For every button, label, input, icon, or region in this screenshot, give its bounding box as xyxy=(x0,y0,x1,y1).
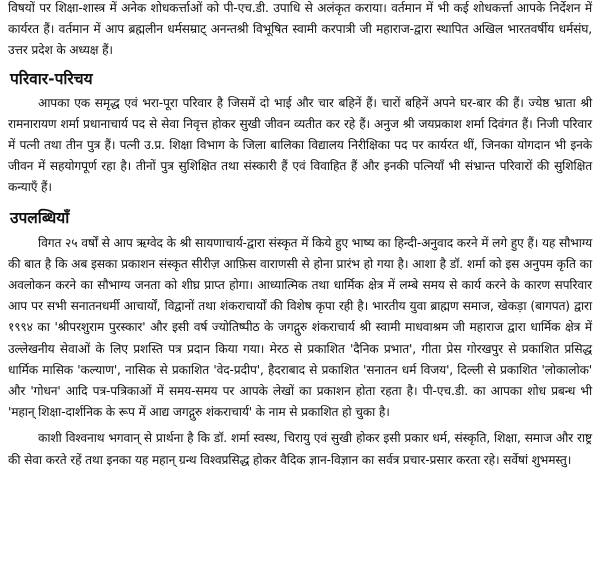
family-paragraph: आपका एक समृद्ध एवं भरा-पूरा परिवार है जिसमें दो भाई और चार बहिनें हैं। चारों बहिनें अपने घर-बार की हैं। ज्येष्ठ भ्राता श्री रामनारायण शर्मा प्रधानाचार्य पद से सेवा निवृत्त होकर सुखी जीवन व्यतीत कर रहे हैं। अनुज श्री जयप्रकाश शर्मा दिवंगत हैं। निजी परिवार में पत्नी तथा तीन पुत्र हैं। पत्नी उ.प्र. शिक्षा विभाग के जिला बालिका विद्यालय निरीक्षिका पद पर कार्यरत थीं, जिनका योगदान भी इनके जीवन में सहयोगपूर्ण रहा है। तीनों पुत्र सुशिक्षित तथा संस्कारी हैं एवं विवाहित हैं और इनकी पत्नियाँ भी संभ्रान्त परिवारों की सुशिक्षित कन्याएँ हैं। xyxy=(8,95,592,195)
achievements-paragraph: विगत २५ वर्षों से आप ऋग्वेद के श्री सायणाचार्य-द्वारा संस्कृत में किये हुए भाष्य का हिन्दी-अनुवाद करने में लगे हुए हैं। यह सौभाग्य की बात है कि अब इसका प्रकाशन संस्कृत सीरीज़ आफ़िस वाराणसी से होना प्रारंभ हो गया है। आशा है डॉ. शर्मा को इस अनुपम कृति का अवलोकन करने का सौभाग्य जनता को शीघ्र प्राप्त होगा। आध्यात्मिक तथा धार्मिक क्षेत्र में लम्बे समय से कार्य करने के कारण सपरिवार आप पर सभी सनातनधर्मी आचार्यों, विद्वानों तथा शंकराचार्यों की विशेष कृपा रही है। भारतीय युवा ब्राह्मण समाज, खेकड़ा (बागपत) द्वारा १९९४ का 'श्रीपरशुराम पुरस्कार' और इसी वर्ष ज्योतिष्पीठ के जगद्गुरु शंकराचार्य श्री स्वामी माधवाश्रम जी महाराज द्वारा धार्मिक क्षेत्र में उल्लेखनीय सेवाओं के लिए प्रशस्ति पत्र प्रदान किया गया। मेरठ से प्रकाशित 'दैनिक प्रभात', गीता प्रेस गोरखपुर से प्रकाशित प्रसिद्ध धार्मिक मासिक 'कल्याण', नासिक से प्रकाशित 'वेद-प्रदीप', हैदराबाद से प्रकाशित 'सनातन धर्म विजय', दिल्ली से प्रकाशित 'लोकालोक' और 'गोधन' आदि पत्र-पत्रिकाओं में समय-समय पर आपके लेखों का प्रकाशन होता रहता है। पी-एच.डी. का आपका शोध प्रबन्ध भी 'महान् शिक्षा-दार्शनिक के रूप में आद्य जगद्गुरु शंकराचार्य' के नाम से प्रकाशित हो चुका है। xyxy=(8,235,592,420)
blessing-paragraph: काशी विश्वनाथ भगवान् से प्रार्थना है कि डॉ. शर्मा स्वस्थ, चिरायु एवं सुखी होकर इसी प्रकार धर्म, संस्कृति, शिक्षा, समाज और राष्ट्र की सेवा करते रहें तथा इनका यह महान् ग्रन्थ विश्वप्रसिद्ध होकर वैदिक ज्ञान-विज्ञान का सर्वत्र प्रचार-प्रसार करता रहे। सर्वेषां शुभमस्तु। xyxy=(8,431,592,467)
family-section-heading: परिवार-परिचय xyxy=(10,69,93,88)
achievements-section-heading: उपलब्धियाँ xyxy=(10,208,70,227)
intro-paragraph: विषयों पर शिक्षा-शास्त्र में अनेक शोधकर्त्ताओं को पी-एच.डी. उपाधि से अलंकृत कराया। वर्तमान में भी कई शोधकर्त्ता आपके निर्देशन में कार्यरत हैं। वर्तमान में आप ब्रह्मलीन धर्मसम्राट् अनन्तश्री विभूषित स्वामी करपात्री जी महाराज-द्वारा स्थापित अखिल भारतवर्षीय धर्मसंघ, उत्तर प्रदेश के अध्यक्ष हैं। xyxy=(8,1,592,58)
